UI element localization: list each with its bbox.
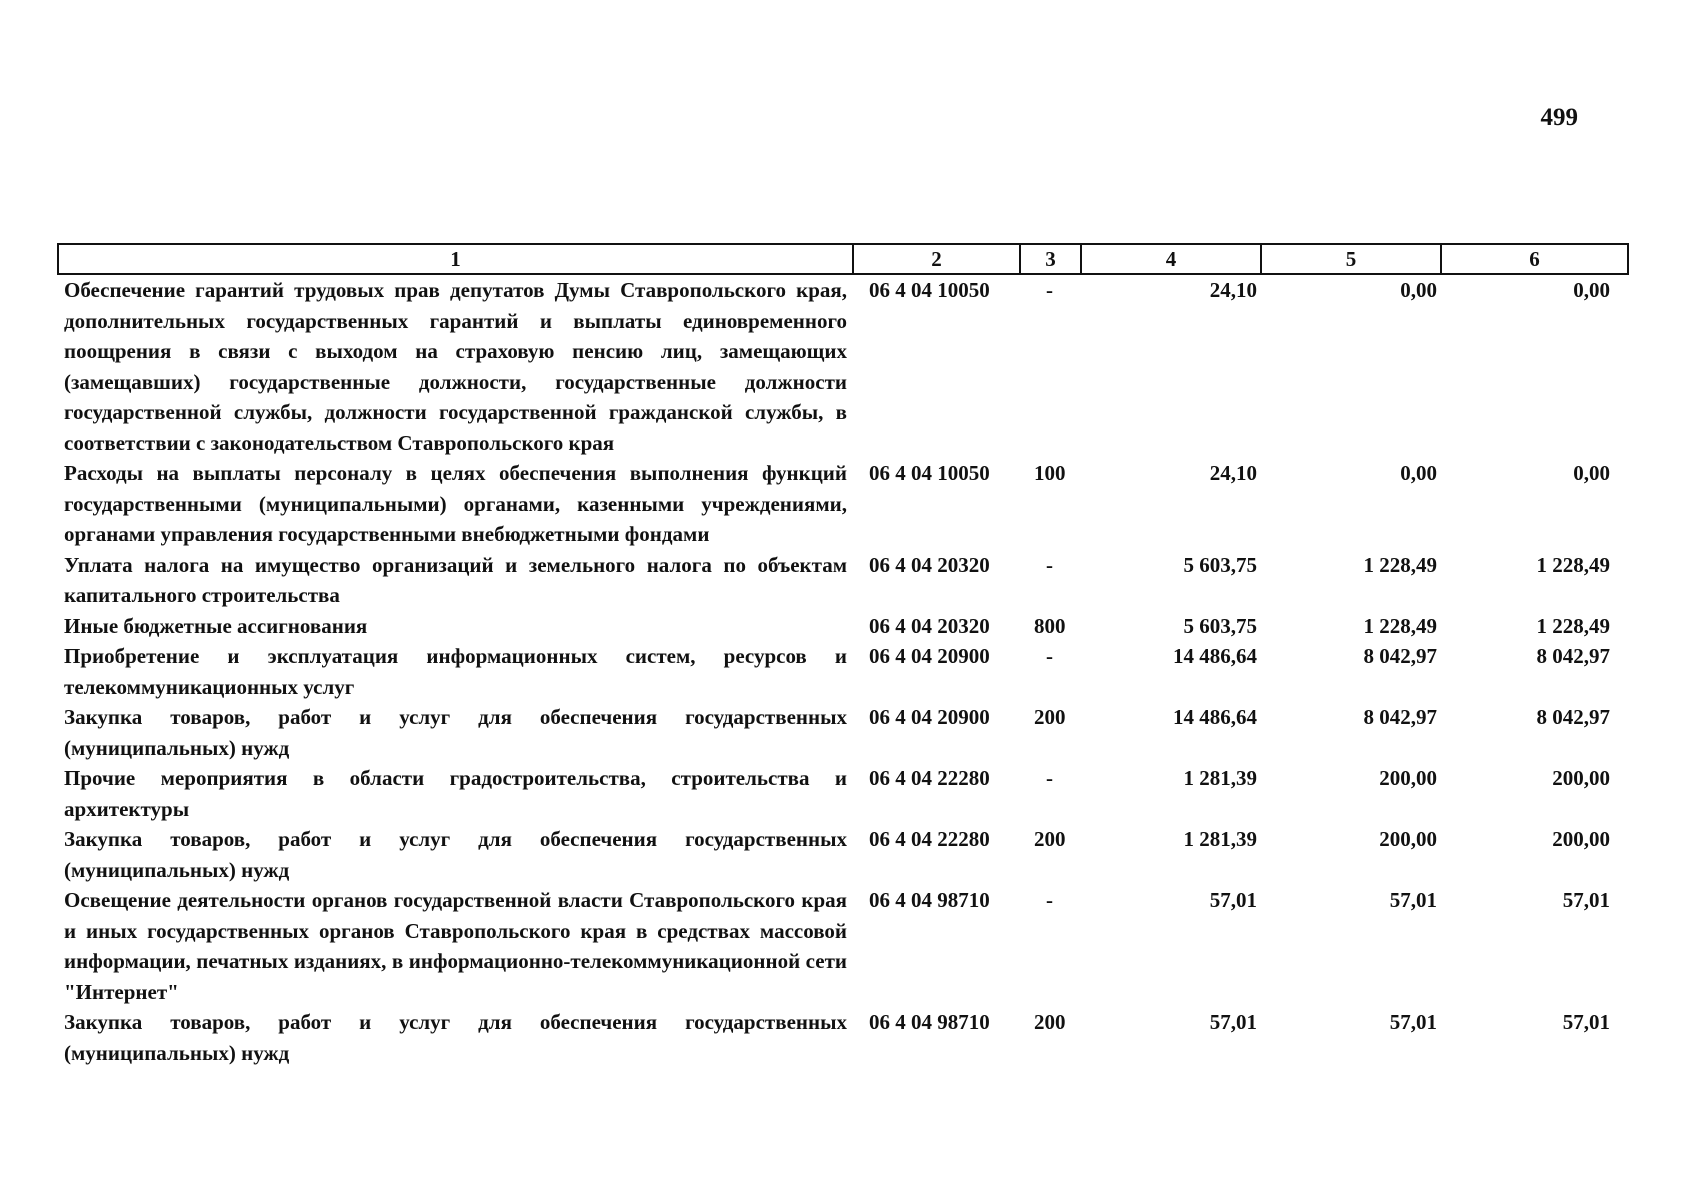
budget-table: [57, 243, 1629, 1068]
row-amount-col5: 1 228,49: [1363, 552, 1437, 577]
row-amount-col5: 200,00: [1379, 827, 1437, 851]
row-name: Закупка товаров, работ и услуг для обеспечения государственных (муниципальных) нужд: [64, 827, 847, 882]
row-amount-col5: 1 228,49: [1363, 613, 1437, 638]
row-amount-col6: 0,00: [1573, 461, 1610, 485]
row-amount-col4: 14 486,64: [1173, 644, 1257, 668]
row-name: Закупка товаров, работ и услуг для обеспечения государственных (муниципальных) нужд: [64, 1010, 847, 1065]
row-expense-type: 200: [1034, 705, 1066, 729]
table-row: [58, 702, 1628, 763]
row-amount-col5: 8 042,97: [1363, 644, 1437, 668]
table-row: [58, 611, 1628, 642]
row-name: Обеспечение гарантий трудовых прав депутатов Думы Ставропольского края, дополнительных государственных гарантий и выплаты единовременного поощрения в связи с выходом на страховую пенсию лиц, замещающих (замещавших) государственные должности, государственные должности государственной службы, должности государственной гражданской службы, в соответствии с законодательством Ставропольского края: [64, 278, 847, 455]
row-amount-col6: 8 042,97: [1536, 644, 1610, 668]
page-number: 499: [1540, 104, 1578, 131]
row-amount-col5: 0,00: [1400, 278, 1437, 302]
column-header-2: 2: [853, 244, 1020, 274]
row-target-code: 06 4 04 22280: [869, 827, 990, 851]
row-amount-col4: 57,01: [1209, 1010, 1257, 1034]
table-row: [58, 885, 1628, 1007]
row-expense-type: 200: [1034, 1010, 1066, 1034]
row-name: Освещение деятельности органов государственной власти Ставропольского края и иных государственных органов Ставропольского края в средствах массовой информации, печатных изданиях, в информационно-телекоммуникационной сети "Интернет": [64, 888, 847, 1004]
row-target-code: 06 4 04 10050: [869, 461, 990, 485]
column-header-5: 5: [1261, 244, 1441, 274]
row-expense-type: -: [1046, 888, 1053, 912]
row-name: Приобретение и эксплуатация информационных систем, ресурсов и телекоммуникационных услуг: [64, 644, 847, 699]
row-amount-col4: 1 281,39: [1183, 827, 1257, 851]
row-name: Прочие мероприятия в области градостроительства, строительства и архитектуры: [64, 766, 847, 821]
table-row: [58, 824, 1628, 885]
row-amount-col5: 57,01: [1389, 888, 1437, 912]
row-name: Закупка товаров, работ и услуг для обеспечения государственных (муниципальных) нужд: [64, 705, 847, 760]
row-expense-type: 800: [1034, 613, 1066, 638]
row-expense-type: -: [1046, 644, 1053, 668]
row-amount-col6: 200,00: [1552, 766, 1610, 790]
table-row: [58, 1007, 1628, 1068]
row-amount-col6: 57,01: [1562, 1010, 1610, 1034]
row-expense-type: 100: [1034, 461, 1066, 485]
row-expense-type: -: [1046, 766, 1053, 790]
row-target-code: 06 4 04 98710: [869, 1010, 990, 1034]
row-name: Расходы на выплаты персоналу в целях обеспечения выполнения функций государственными (муниципальными) органами, казенными учреждениями, органами управления государственными внебюджетными фондами: [64, 461, 847, 546]
row-expense-type: 200: [1034, 827, 1066, 851]
row-amount-col4: 1 281,39: [1183, 766, 1257, 790]
column-header-4: 4: [1081, 244, 1261, 274]
row-amount-col4: 24,10: [1209, 278, 1257, 302]
row-amount-col4: 5 603,75: [1183, 552, 1257, 577]
row-expense-type: -: [1046, 278, 1053, 302]
row-amount-col5: 8 042,97: [1363, 705, 1437, 729]
table-row: [58, 274, 1628, 458]
row-amount-col4: 14 486,64: [1173, 705, 1257, 729]
row-name: Иные бюджетные ассигнования: [64, 613, 368, 638]
row-target-code: 06 4 04 20320: [869, 613, 990, 638]
table-row: [58, 458, 1628, 550]
row-target-code: 06 4 04 20320: [869, 552, 990, 577]
row-expense-type: -: [1046, 552, 1053, 577]
table-header: [58, 244, 1628, 274]
row-amount-col6: 1 228,49: [1536, 552, 1610, 577]
row-amount-col5: 200,00: [1379, 766, 1437, 790]
table-body: [58, 274, 1628, 1068]
table-row: [58, 763, 1628, 824]
row-amount-col6: 0,00: [1573, 278, 1610, 302]
row-amount-col5: 0,00: [1400, 461, 1437, 485]
row-target-code: 06 4 04 20900: [869, 705, 990, 729]
column-header-3: 3: [1020, 244, 1081, 274]
header-row: [58, 244, 1628, 274]
table-row: [58, 550, 1628, 611]
row-amount-col4: 57,01: [1209, 888, 1257, 912]
row-amount-col4: 5 603,75: [1183, 613, 1257, 638]
row-name: Уплата налога на имущество организаций и земельного налога по объектам капитального строительства: [64, 552, 847, 607]
row-amount-col6: 200,00: [1552, 827, 1610, 851]
row-amount-col6: 8 042,97: [1536, 705, 1610, 729]
row-amount-col6: 1 228,49: [1536, 613, 1610, 638]
row-amount-col6: 57,01: [1562, 888, 1610, 912]
table-row: [58, 641, 1628, 702]
row-target-code: 06 4 04 20900: [869, 644, 990, 668]
row-amount-col5: 57,01: [1389, 1010, 1437, 1034]
row-target-code: 06 4 04 98710: [869, 888, 990, 912]
column-header-6: 6: [1441, 244, 1628, 274]
row-amount-col4: 24,10: [1209, 461, 1257, 485]
column-header-1: 1: [58, 244, 853, 274]
row-target-code: 06 4 04 22280: [869, 766, 990, 790]
row-target-code: 06 4 04 10050: [869, 278, 990, 302]
